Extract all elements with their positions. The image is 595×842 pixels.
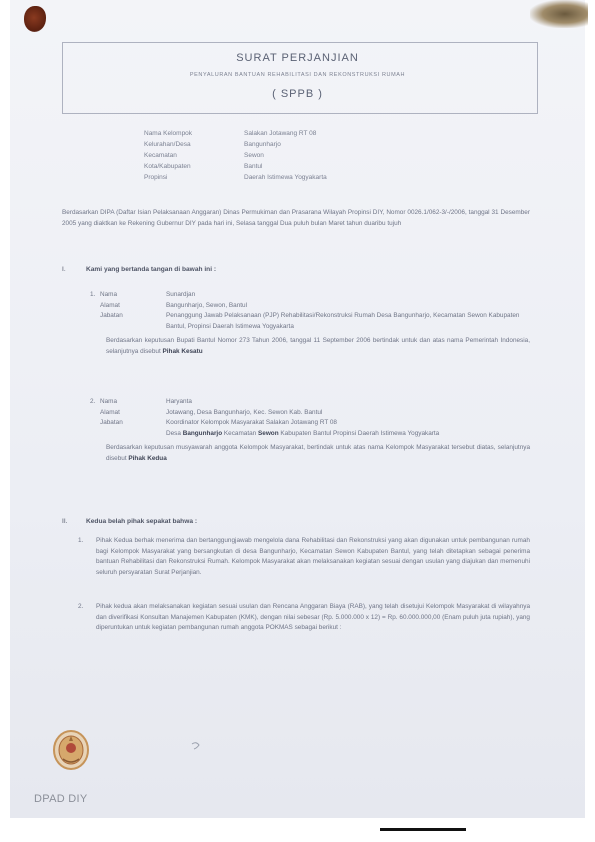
section-heading-2 bbox=[62, 518, 197, 525]
text-fragment: Kecamatan bbox=[223, 429, 257, 437]
signature-line bbox=[380, 828, 466, 831]
party-position: Koordinator Kelompok Masyarakat Salakan Jotawang RT 08 bbox=[166, 419, 337, 426]
party-number: 1. bbox=[90, 291, 96, 298]
item-number: 1. bbox=[78, 537, 84, 544]
item-text: Pihak kedua akan melaksanakan kegiatan sesuai usulan dan Rencana Anggaran Biaya (RAB), yang telah disetujui Kelompok Masyarakat di wilayahnya dan diverifikasi Konsultan Manajemen Kabupaten (KMK), dengan nilai sebesar (Rp. 5.000.000 x 12) = Rp. 60.000.000,00 (Enam puluh juta rupiah), yang diperuntukan untuk kegiatan pembangunan rumah anggota POKMAS sebagai berikut : bbox=[96, 603, 530, 631]
district-name: Sewon bbox=[258, 429, 279, 437]
agreement-item bbox=[78, 536, 530, 578]
party-position-detail bbox=[166, 429, 530, 440]
party-note bbox=[106, 443, 530, 464]
info-value: Sewon bbox=[244, 152, 264, 159]
party-label: Alamat bbox=[100, 408, 120, 416]
info-value: Bangunharjo bbox=[244, 141, 281, 148]
section-heading-1 bbox=[62, 266, 216, 273]
party-address: Bangunharjo, Sewon, Bantul bbox=[166, 301, 248, 309]
binding-clip bbox=[530, 0, 588, 28]
party-label: Nama bbox=[100, 291, 118, 298]
party-name: Haryanta bbox=[166, 398, 192, 405]
party-number: 2. bbox=[90, 398, 96, 405]
intro-paragraph: Berdasarkan DIPA (Daftar Isian Pelaksanaan Anggaran) Dinas Permukiman dan Prasarana Wilayah Propinsi DIY, Nomor 0026.1/062-3/-/2006, tanggal 31 Desember 2005 yang diaktkan ke Rekening Gubernur DIY pada hari ini, Selasa tanggal Dua puluh bulan Maret tahun duaribu tujuh bbox=[62, 209, 530, 227]
party-two bbox=[90, 397, 530, 464]
party-label: Alamat bbox=[100, 301, 120, 309]
item-text: Pihak Kedua berhak menerima dan bertanggungjawab mengelola dana Rehabilitasi dan Rekonstruksi yang akan digunakan untuk pembangunan rumah bagi Kelompok Masyarakat yang bersangkutan di desa Bangunharjo, Kecamatan Sewon Kabupaten Bantul, yang telah ditetapkan sebagai penerima bantuan Rehabilitasi dan Rekonstruksi Rumah. Kelompok Masyarakat akan melaksanakan kegiatan sesuai dengan usulan yang diajukan dan memenuhi seluruh persyaratan Surat Perjanjian. bbox=[96, 537, 530, 576]
item-number: 2. bbox=[78, 603, 84, 610]
agreement-item bbox=[78, 602, 530, 634]
party-position: Penanggung Jawab Pelaksanaan (PJP) Rehabilitasi/Rekonstruksi Rumah Desa Bangunharjo, Kecamatan Sewon Kabupaten Bantul, Propinsi Daerah Istimewa Yogyakarta bbox=[166, 312, 520, 330]
party-name: Sunardjan bbox=[166, 291, 196, 298]
text-fragment: Kabupaten Bantul Propinsi Daerah Istimewa Yogyakarta bbox=[280, 429, 440, 437]
text-fragment: Desa bbox=[166, 429, 181, 437]
watermark-label: DPAD DIY bbox=[34, 793, 88, 805]
section-heading-text: Kami yang bertanda tangan di bawah ini : bbox=[86, 266, 217, 273]
info-key: Kota/Kabupaten bbox=[144, 163, 191, 170]
party-label: Jabatan bbox=[100, 419, 123, 426]
party-role: Pihak Kedua bbox=[128, 454, 167, 462]
section-heading-text: Kedua belah pihak sepakat bahwa : bbox=[86, 518, 198, 525]
party-note-text: Berdasarkan keputusan musyawarah anggota Kelompok Masyarakat, bertindak untuk atas nama Kelompok Masyarakat tersebut diatas, selanjutnya disebut bbox=[106, 444, 530, 462]
info-key: Propinsi bbox=[144, 174, 168, 181]
party-role: Pihak Kesatu bbox=[162, 347, 203, 355]
section-number: II. bbox=[62, 518, 68, 525]
document-title: SURAT PERJANJIAN bbox=[236, 52, 359, 64]
party-address: Jotawang, Desa Bangunharjo, Kec. Sewon Kab. Bantul bbox=[166, 408, 323, 416]
info-value: Daerah Istimewa Yogyakarta bbox=[244, 174, 327, 181]
info-value: Bantul bbox=[244, 163, 263, 170]
party-one bbox=[90, 290, 530, 357]
regional-seal-icon bbox=[52, 729, 90, 771]
info-value: Salakan Jotawang RT 08 bbox=[244, 130, 317, 137]
info-key: Kecamatan bbox=[144, 152, 177, 159]
document-subtitle: PENYALURAN BANTUAN REHABILITASI DAN REKONSTRUKSI RUMAH bbox=[189, 72, 406, 78]
party-label: Jabatan bbox=[100, 312, 123, 319]
party-note-text: Berdasarkan keputusan Bupati Bantul Nomor 273 Tahun 2006, tanggal 11 September 2006 bertindak untuk dan atas nama Pemerintah Indonesia, selanjutnya disebut bbox=[106, 337, 530, 355]
document-code: ( SPPB ) bbox=[272, 88, 323, 100]
info-block bbox=[144, 128, 444, 188]
party-note bbox=[106, 336, 530, 357]
village-name: Bangunharjo bbox=[182, 429, 223, 437]
pen-mark bbox=[190, 740, 204, 752]
party-label: Nama bbox=[100, 398, 118, 405]
info-key: Nama Kelompok bbox=[144, 130, 193, 137]
info-key: Kelurahan/Desa bbox=[144, 141, 191, 148]
section-number: I. bbox=[62, 266, 66, 273]
